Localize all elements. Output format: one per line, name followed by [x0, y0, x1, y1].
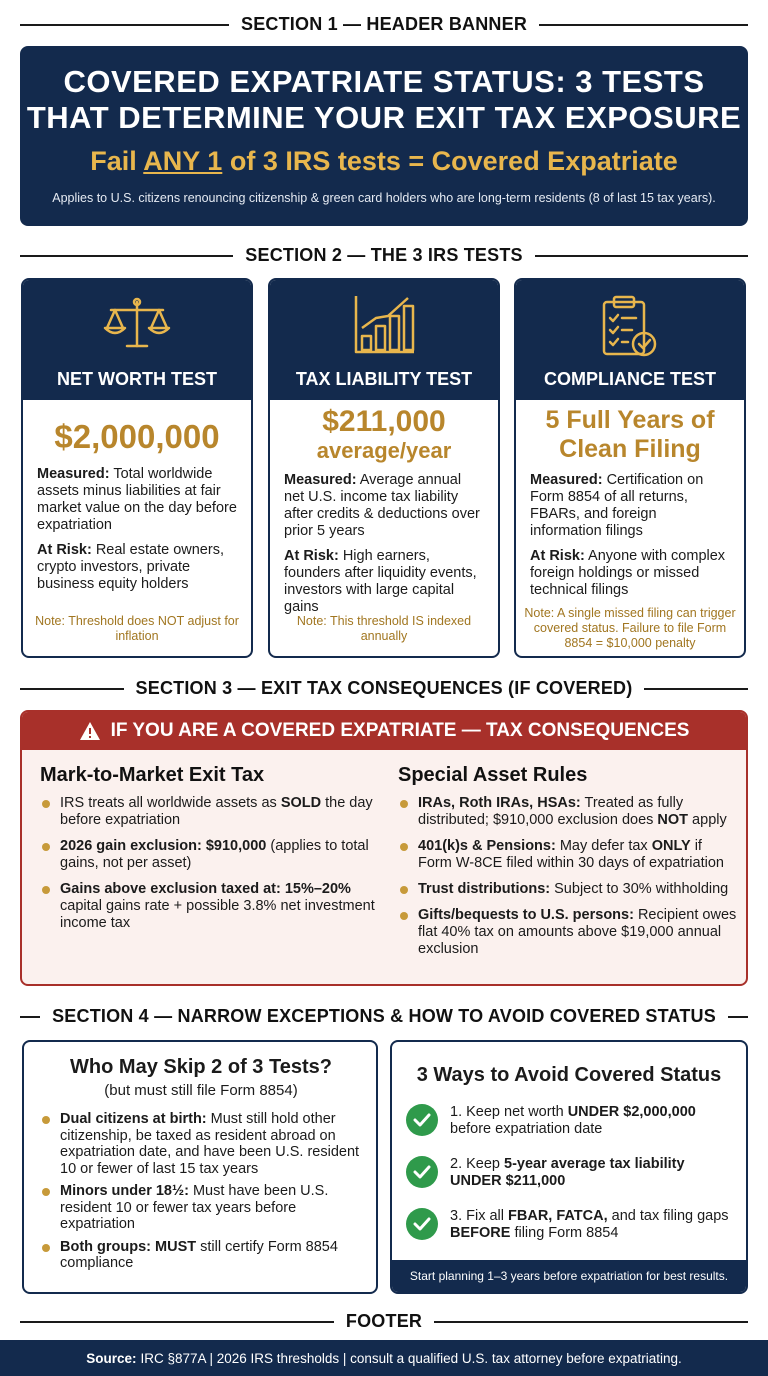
- avoid-step: [406, 1156, 734, 1190]
- mark-to-market-column: [40, 764, 380, 941]
- risk-text: Real estate owners, crypto investors, private business equity holders: [37, 542, 224, 592]
- card-title: NET WORTH TEST: [57, 369, 217, 389]
- card-body: [516, 472, 744, 599]
- divider: [20, 255, 233, 257]
- list-item: Gains above exclusion taxed at: 15%–20% capital gains rate + possible 3.8% net investment income tax: [40, 881, 380, 932]
- list-item: IRAs, Roth IRAs, HSAs: Treated as fully distributed; $910,000 exclusion does NOT apply: [398, 795, 738, 829]
- section-3-label: [20, 678, 748, 699]
- measured-text: Certification on Form 8854 of all returns, FBARs, and foreign information filings: [530, 472, 704, 539]
- section-1-label: [20, 14, 748, 35]
- scales-icon: [101, 294, 173, 354]
- source-text: IRC §877A | 2026 IRS thresholds | consult a qualified U.S. tax attorney before expatriating.: [140, 1350, 682, 1366]
- divider: [20, 1321, 334, 1323]
- compliance-test-card: [514, 278, 746, 658]
- list-item: 401(k)s & Pensions: May defer tax ONLY if Form W-8CE filed within 30 days of expatriation: [398, 838, 738, 872]
- clipboard-check-icon: [598, 294, 662, 360]
- banner-title-line-2: THAT DETERMINE YOUR EXIT TAX EXPOSURE: [26, 100, 742, 135]
- measured-label: Measured:: [37, 466, 110, 482]
- avoid-step-text: 3. Fix all FBAR, FATCA, and tax filing gaps BEFORE filing Form 8854: [450, 1208, 729, 1241]
- exceptions-title: Who May Skip 2 of 3 Tests?: [70, 1056, 332, 1078]
- list-item: Gifts/bequests to U.S. persons: Recipient owes flat 40% tax on amounts above $19,000 annual exclusion: [398, 907, 738, 958]
- list-item: 2026 gain exclusion: $910,000 (applies to total gains, not per asset): [40, 838, 380, 872]
- test-threshold-sub: average/year: [316, 438, 452, 463]
- test-threshold: 5 Full Years of: [545, 406, 715, 434]
- card-header: [23, 280, 251, 400]
- source-label: Source:: [86, 1350, 137, 1366]
- tax-liability-test-card: [268, 278, 500, 658]
- consequences-banner-text: IF YOU ARE A COVERED EXPATRIATE — TAX CONSEQUENCES: [110, 720, 690, 741]
- divider: [728, 1016, 748, 1018]
- divider: [644, 688, 748, 690]
- section-heading: SECTION 2 — THE 3 IRS TESTS: [245, 245, 523, 265]
- card-note: Note: A single missed filing can trigger covered status. Failure to file Form 8854 = $10,000 penalty: [524, 606, 736, 650]
- avoid-title: 3 Ways to Avoid Covered Status: [416, 1064, 722, 1086]
- exceptions-subtitle: (but must still file Form 8854): [104, 1082, 298, 1099]
- column-title: Mark-to-Market Exit Tax: [40, 764, 265, 786]
- banner-title-line-1: COVERED EXPATRIATE STATUS: 3 TESTS: [63, 64, 705, 99]
- list-item: Trust distributions: Subject to 30% withholding: [398, 881, 738, 898]
- card-header: [516, 280, 744, 400]
- measured-text: Average annual net U.S. income tax liability after credits & deductions over prior 5 years: [284, 472, 480, 539]
- avoid-step: [406, 1104, 734, 1138]
- divider: [535, 255, 748, 257]
- risk-label: At Risk:: [284, 548, 339, 564]
- applies-text: Applies to U.S. citizens renouncing citizenship & green card holders who are long-term residents (8 of last 15 tax years).: [52, 191, 716, 205]
- list-item: Both groups: MUST still certify Form 8854 compliance: [40, 1239, 362, 1272]
- section-heading: FOOTER: [345, 1311, 423, 1331]
- source-footer: [0, 1340, 768, 1376]
- fail-pre: Fail: [90, 146, 137, 176]
- exceptions-box: [22, 1040, 378, 1294]
- card-note: Note: This threshold IS indexed annually: [296, 614, 472, 643]
- card-title: TAX LIABILITY TEST: [295, 369, 473, 389]
- test-threshold: $211,000: [322, 405, 446, 438]
- net-worth-test-card: [21, 278, 253, 658]
- list-item: Minors under 18½: Must have been U.S. resident 10 or fewer tax years before expatriation: [40, 1183, 362, 1233]
- card-note: Note: Threshold does NOT adjust for inflation: [35, 614, 239, 643]
- bar-chart-icon: [352, 294, 416, 356]
- section-2-label: [20, 245, 748, 266]
- check-icon: [406, 1208, 438, 1240]
- measured-text: Total worldwide assets minus liabilities at fair market value on the day before expatriation: [37, 466, 237, 533]
- divider: [539, 24, 748, 26]
- risk-label: At Risk:: [530, 548, 585, 564]
- consequences-panel: [20, 710, 748, 986]
- section-heading: SECTION 3 — EXIT TAX CONSEQUENCES (IF COVERED): [135, 678, 633, 698]
- section-heading: SECTION 4 — NARROW EXCEPTIONS & HOW TO AVOID COVERED STATUS: [52, 1006, 716, 1026]
- avoid-box: [390, 1040, 748, 1294]
- warning-icon: [79, 721, 101, 741]
- avoid-step-text: 2. Keep 5-year average tax liability UNDER $211,000: [450, 1156, 685, 1189]
- check-icon: [406, 1156, 438, 1188]
- card-header: [270, 280, 498, 400]
- card-body: [270, 472, 498, 616]
- list-item: IRS treats all worldwide assets as SOLD the day before expatriation: [40, 795, 380, 829]
- test-threshold: $2,000,000: [54, 418, 220, 455]
- fail-post: of 3 IRS tests = Covered Expatriate: [229, 146, 678, 176]
- risk-text: Anyone with complex foreign holdings or missed technical filings: [530, 548, 726, 598]
- avoid-step: [406, 1208, 734, 1242]
- header-banner: [20, 46, 748, 226]
- fail-statement: [20, 146, 748, 177]
- section-heading: SECTION 1 — HEADER BANNER: [240, 14, 528, 34]
- measured-label: Measured:: [284, 472, 357, 488]
- avoid-step-text: 1. Keep net worth UNDER $2,000,000 before expatriation date: [450, 1104, 696, 1137]
- risk-label: At Risk:: [37, 542, 92, 558]
- list-item: Dual citizens at birth: Must still hold other citizenship, be taxed as resident abroad on expatriation date, and have been U.S. resident 10 or fewer of last 15 tax years: [40, 1111, 362, 1177]
- special-asset-rules-column: [398, 764, 738, 967]
- measured-label: Measured:: [530, 472, 603, 488]
- risk-text: High earners, founders after liquidity events, investors with large capital gains: [284, 548, 477, 615]
- consequences-banner: [22, 712, 746, 750]
- fail-any: ANY 1: [143, 146, 223, 176]
- avoid-footer: Start planning 1–3 years before expatriation for best results.: [392, 1260, 746, 1292]
- column-title: Special Asset Rules: [398, 764, 588, 786]
- footer-label: [20, 1311, 748, 1332]
- divider: [20, 24, 229, 26]
- divider: [434, 1321, 748, 1323]
- section-4-label: [20, 1006, 748, 1027]
- card-title: COMPLIANCE TEST: [543, 369, 716, 389]
- divider: [20, 688, 124, 690]
- check-icon: [406, 1104, 438, 1136]
- test-threshold-sub: Clean Filing: [559, 435, 701, 463]
- card-body: [23, 466, 251, 593]
- divider: [20, 1016, 40, 1018]
